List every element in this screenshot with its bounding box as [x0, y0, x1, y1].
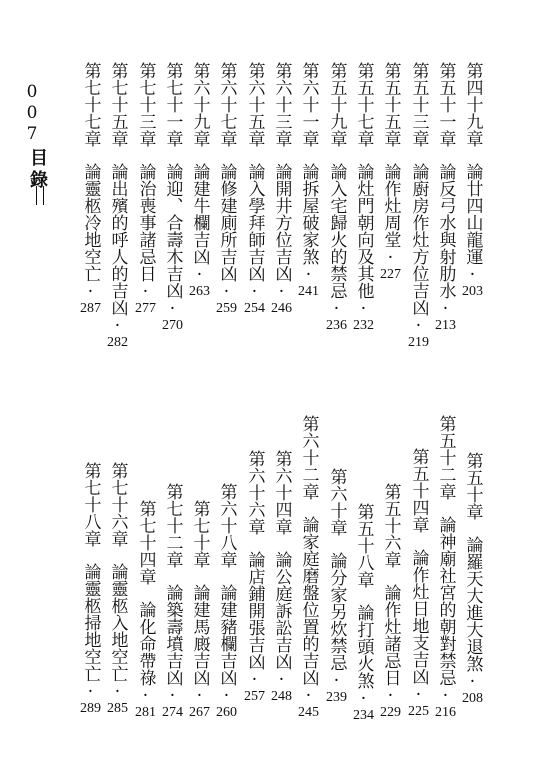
toc-entry [189, 62, 210, 299]
toc-entry [380, 483, 401, 720]
toc-chapter-number: 第七十七章 [80, 62, 101, 147]
toc-leader-dot: · [107, 682, 128, 702]
toc-page-number: 259 [216, 301, 237, 316]
toc-leader-dot: · [162, 299, 183, 319]
toc-page-number: 281 [135, 705, 156, 720]
toc-leader-dot: · [380, 248, 401, 268]
toc-entry [135, 62, 156, 316]
toc-chapter-number: 第六十五章 [244, 62, 265, 147]
toc-entry [162, 483, 183, 720]
toc-chapter-title: 論入宅歸火的禁忌 [326, 163, 347, 299]
toc-chapter-title: 論分家另炊禁忌 [326, 552, 347, 671]
toc-leader-dot: · [244, 282, 265, 302]
folio-double-rule [36, 186, 44, 205]
toc-leader-dot: · [271, 282, 292, 302]
toc-chapter-title: 論拆屋破家煞 [298, 163, 319, 265]
toc-leader-dot: · [189, 265, 210, 285]
toc-leader-dot: · [408, 685, 429, 705]
toc-chapter-title: 論靈柩掃地空亡 [80, 563, 101, 682]
toc-leader-dot: · [216, 686, 237, 706]
toc-page-number: 285 [107, 701, 128, 716]
toc-chapter-title: 論建牛欄吉凶 [189, 163, 210, 265]
toc-chapter-title: 論入學拜師吉凶 [244, 163, 265, 282]
toc-chapter-title: 論化命帶祿 [135, 601, 156, 686]
toc-page-number: 257 [244, 689, 265, 704]
toc-chapter-number: 第六十三章 [271, 62, 292, 147]
folio-title: 目錄 [27, 148, 48, 192]
toc-chapter-number: 第六十七章 [216, 62, 237, 147]
toc-entry [271, 62, 292, 316]
toc-page-number: 227 [380, 267, 401, 282]
toc-chapter-number: 第七十四章 [135, 500, 156, 585]
toc-leader-dot: · [435, 686, 456, 706]
toc-page-number: 239 [326, 690, 347, 705]
toc-chapter-number: 第五十四章 [408, 448, 429, 533]
toc-leader-dot: · [135, 282, 156, 302]
toc-chapter-title: 論家庭磨盤位置的吉凶 [298, 516, 319, 686]
toc-page-number: 260 [216, 705, 237, 720]
toc-entry [298, 415, 319, 720]
toc-chapter-number: 第五十七章 [353, 62, 374, 147]
toc-chapter-title: 論作灶日地支吉凶 [408, 549, 429, 685]
toc-page-number: 241 [298, 284, 319, 299]
toc-chapter-title: 論作灶諸忌日 [380, 584, 401, 686]
folio-page-number: 007 [22, 82, 42, 145]
toc-entry [298, 62, 319, 299]
toc-chapter-title: 論修建廁所吉凶 [216, 163, 237, 282]
toc-chapter-number: 第六十六章 [244, 450, 265, 535]
toc-chapter-title: 論公庭訴訟吉凶 [271, 551, 292, 670]
toc-chapter-title: 論靈柩入地空亡 [107, 563, 128, 682]
toc-chapter-title: 論出殯的呼人的吉凶 [107, 163, 128, 316]
toc-entry [326, 62, 347, 333]
toc-chapter-number: 第七十八章 [80, 462, 101, 547]
toc-page-number: 246 [271, 301, 292, 316]
toc-chapter-title: 論神廟社宮的朝對禁忌 [435, 516, 456, 686]
toc-chapter-title: 論築壽墳吉凶 [162, 584, 183, 686]
toc-chapter-title: 論廚房作灶方位吉凶 [408, 163, 429, 316]
toc-leader-dot: · [216, 282, 237, 302]
toc-chapter-number: 第五十八章 [353, 503, 374, 588]
toc-entry [462, 452, 483, 706]
toc-page-number: 254 [244, 301, 265, 316]
toc-page-number: 229 [380, 705, 401, 720]
toc-leader-dot: · [107, 316, 128, 336]
toc-chapter-title: 論建豬欄吉凶 [216, 584, 237, 686]
toc-chapter-number: 第五十六章 [380, 483, 401, 568]
toc-chapter-number: 第七十二章 [162, 483, 183, 568]
toc-entry [80, 62, 101, 316]
toc-entry [408, 62, 429, 350]
toc-entry [353, 503, 374, 723]
toc-page-number: 216 [435, 705, 456, 720]
toc-entry [107, 462, 128, 716]
toc-chapter-title: 論建馬廄吉凶 [189, 584, 210, 686]
toc-chapter-number: 第五十章 [462, 452, 483, 520]
toc-page-number: 289 [80, 701, 101, 716]
toc-entry [189, 500, 210, 720]
toc-page-number: 287 [80, 301, 101, 316]
toc-chapter-title: 論反弓水與射肋水 [435, 163, 456, 299]
toc-chapter-title: 論店鋪開張吉凶 [244, 551, 265, 670]
toc-page-number: 213 [435, 318, 456, 333]
toc-page-number: 245 [298, 705, 319, 720]
toc-entry [435, 62, 456, 333]
toc-leader-dot: · [244, 670, 265, 690]
toc-chapter-number: 第五十一章 [435, 62, 456, 147]
toc-entry [408, 448, 429, 719]
toc-chapter-title: 論打頭火煞 [353, 604, 374, 689]
toc-entry [244, 62, 265, 316]
toc-leader-dot: · [462, 672, 483, 692]
toc-leader-dot: · [326, 299, 347, 319]
toc-chapter-number: 第五十九章 [326, 62, 347, 147]
toc-page-number: 225 [408, 704, 429, 719]
toc-entry [135, 500, 156, 720]
toc-chapter-number: 第六十一章 [298, 62, 319, 147]
toc-page-number: 282 [107, 335, 128, 350]
toc-leader-dot: · [353, 299, 374, 319]
toc-entry [244, 450, 265, 704]
toc-chapter-number: 第六十章 [326, 468, 347, 536]
toc-entry [353, 62, 374, 333]
toc-chapter-title: 論開井方位吉凶 [271, 163, 292, 282]
toc-chapter-number: 第五十五章 [380, 62, 401, 147]
toc-page-number: 277 [135, 301, 156, 316]
toc-leader-dot: · [326, 671, 347, 691]
toc-entry [216, 62, 237, 316]
toc-leader-dot: · [298, 686, 319, 706]
toc-chapter-title: 論迎、合壽木吉凶 [162, 163, 183, 299]
toc-leader-dot: · [162, 686, 183, 706]
toc-entry [462, 62, 483, 299]
toc-chapter-number: 第七十一章 [162, 62, 183, 147]
toc-leader-dot: · [408, 316, 429, 336]
toc-chapter-number: 第七十六章 [107, 462, 128, 547]
toc-chapter-number: 第五十二章 [435, 415, 456, 500]
toc-chapter-title: 論治喪事諸忌日 [135, 163, 156, 282]
toc-chapter-number: 第六十九章 [189, 62, 210, 147]
toc-leader-dot: · [462, 265, 483, 285]
toc-entry [162, 62, 183, 333]
toc-chapter-number: 第七十三章 [135, 62, 156, 147]
toc-chapter-title: 論羅天大進大退煞 [462, 536, 483, 672]
toc-page-number: 270 [162, 318, 183, 333]
toc-entry [380, 62, 401, 282]
toc-page-number: 263 [189, 284, 210, 299]
toc-leader-dot: · [435, 299, 456, 319]
toc-page-number: 234 [353, 708, 374, 723]
toc-chapter-title: 論灶門朝向及其他 [353, 163, 374, 299]
toc-entry [107, 62, 128, 350]
toc-chapter-number: 第六十四章 [271, 450, 292, 535]
toc-chapter-number: 第七十章 [189, 500, 210, 568]
toc-leader-dot: · [135, 686, 156, 706]
toc-page-number: 236 [326, 318, 347, 333]
toc-chapter-number: 第五十三章 [408, 62, 429, 147]
toc-chapter-number: 第四十九章 [462, 62, 483, 147]
toc-chapter-number: 第七十五章 [107, 62, 128, 147]
toc-leader-dot: · [380, 686, 401, 706]
toc-entry [271, 450, 292, 704]
toc-entry [80, 462, 101, 716]
toc-chapter-title: 論靈柩冷地空亡 [80, 163, 101, 282]
toc-page-number: 274 [162, 705, 183, 720]
toc-leader-dot: · [80, 682, 101, 702]
toc-page-number: 219 [408, 335, 429, 350]
toc-page-number: 267 [189, 705, 210, 720]
toc-chapter-title: 論廿四山龍運 [462, 163, 483, 265]
toc-page-number: 232 [353, 318, 374, 333]
toc-page-number: 203 [462, 284, 483, 299]
toc-page-number: 208 [462, 691, 483, 706]
toc-chapter-title: 論作灶周堂 [380, 163, 401, 248]
toc-page-number: 248 [271, 689, 292, 704]
toc-entry [216, 483, 237, 720]
toc-leader-dot: · [80, 282, 101, 302]
toc-entry [326, 468, 347, 705]
toc-leader-dot: · [353, 689, 374, 709]
toc-entry [435, 415, 456, 720]
toc-leader-dot: · [271, 670, 292, 690]
toc-leader-dot: · [298, 265, 319, 285]
toc-leader-dot: · [189, 686, 210, 706]
toc-chapter-number: 第六十八章 [216, 483, 237, 568]
toc-chapter-number: 第六十二章 [298, 415, 319, 500]
